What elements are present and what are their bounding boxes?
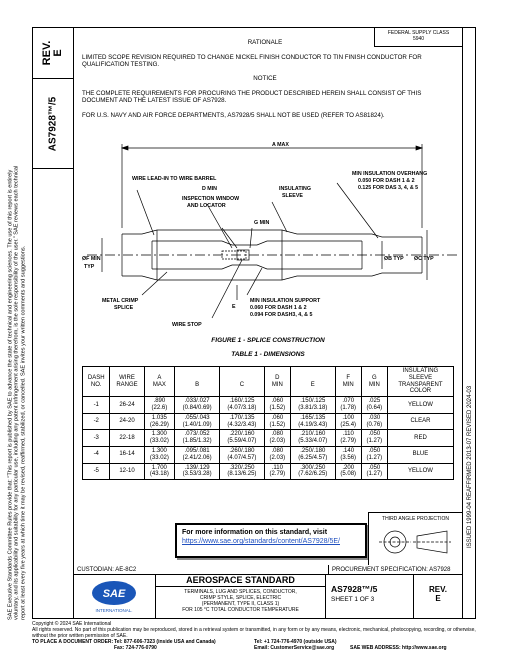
rationale-title: RATIONALE [247,39,283,46]
procurement-spec: PROCUREMENT SPECIFICATION: AS7928 [328,565,450,574]
desc-line-1: TERMINALS, LUG AND SPLICES, CONDUCTOR, [184,589,297,595]
cell-range: 22-18 [110,430,144,447]
fig-of-min: ØF MIN [82,256,101,262]
cell-color: YELLOW [387,397,453,414]
cell-b: .139/.129 (3.53/3.28) [175,463,220,480]
cell-b: .055/.043 (1.40/1.09) [175,413,220,430]
custodian-row [74,565,462,575]
notice-title: NOTICE [253,75,277,82]
more-info-text: For more information on this standard, visit [182,529,328,536]
cell-d: .110 (2.79) [264,463,290,480]
cell-g: .025 (0.64) [361,397,387,414]
fig-e: E [232,304,236,310]
cell-a: 1.300 (33.02) [144,430,175,447]
cell-c: .170/.135 (4.32/3.43) [220,413,265,430]
tel-outside: Tel: +1 724-776-4970 (outside USA) [254,639,337,645]
cell-color: BLUE [387,446,453,463]
splice-construction-figure [82,140,462,340]
cell-b: .033/.027 (0.84/0.69) [175,397,220,414]
desc-line-4: FOR 105 °C TOTAL CONDUCTOR TEMPERATURE [182,607,299,613]
cell-dash: -1 [83,397,110,414]
fig-oc-typ: ØC TYP [414,256,434,262]
cell-e: .300/.250 (7.62/6.25) [290,463,335,480]
fig-overhang-2: 0.050 FOR DASH 1 & 2 [358,178,415,184]
cell-dash: -2 [83,413,110,430]
cell-f: .200 (5.08) [335,463,361,480]
cell-f: .140 (3.56) [335,446,361,463]
title-doc-number: AS7928™/5 [331,584,378,594]
cell-e: .250/.180 (6.25/4.57) [290,446,335,463]
fig-wire-stop: WIRE STOP [172,322,202,328]
order-label: TO PLACE A DOCUMENT ORDER: [32,639,114,645]
fig-insulating: INSULATING [279,186,311,192]
projection-symbol-icon [369,522,461,562]
th-b: B [175,367,220,397]
cell-d: .080 (2.03) [264,446,290,463]
copyright: Copyright © 2024 SAE International [32,621,112,627]
federal-supply-class [374,27,462,47]
cell-g: .050 (1.27) [361,430,387,447]
fig-g-min: G MIN [254,220,270,226]
side-legal-note [4,160,30,620]
cell-g: .050 (1.27) [361,446,387,463]
table-row [83,446,454,463]
right-date-strip [462,27,476,619]
cell-dash: -4 [83,446,110,463]
cell-e: .150/.125 (3.81/3.18) [290,397,335,414]
rationale-text: LIMITED SCOPE REVISION REQUIRED TO CHANGE NICKEL FINISH CONDUCTOR TO TIN FINISH CONDUCTOR FOR QUALIFICATION TESTING. [82,54,422,69]
tel-inside: Tel: 877-606-7323 (inside USA and Canada) [114,639,216,645]
fig-and-locator: AND LOCATOR [187,203,226,209]
cell-f: .100 (25.4) [335,413,361,430]
th-color: INSULATING SLEEVE TRANSPARENT COLOR [387,367,453,397]
custodian: CUSTODIAN: AE-8C2 [77,567,137,573]
cell-range: 26-24 [110,397,144,414]
notice-text: THE COMPLETE REQUIREMENTS FOR PROCURING THE PRODUCT DESCRIBED HEREIN SHALL CONSIST OF THIS DOCUMENT AND THE LATEST ISSUE OF AS7928. [82,90,422,105]
cell-c: .220/.160 (5.59/4.07) [220,430,265,447]
rights-text: All rights reserved. No part of this publication may be reproduced, stored in a retrieval system or transmitted, in any form or by any means, electronic, mechanical, photocopying, recording, or otherwise, without the prior written permission of SAE. [32,627,476,639]
cell-d: .080 (2.03) [264,430,290,447]
fsc-value: 5940 [412,36,425,42]
fig-overhang-3: 0.125 FOR DAS 3, 4, & 5 [358,185,419,191]
cell-f: .110 (2.79) [335,430,361,447]
table-row [83,430,454,447]
cell-a: 1.035 (26.29) [144,413,175,430]
fig-typ: TYP [84,264,95,270]
cell-range: 12-10 [110,463,144,480]
rev-label: REV. [41,40,53,65]
fig-support-3: 0.094 FOR DASH3, 4, & 5 [250,312,313,318]
table-header-row [83,367,454,397]
navy-text: FOR U.S. NAVY AND AIR FORCE DEPARTMENTS, AS7928/5 SHALL NOT BE USED (REFER TO AS81824). [82,112,385,119]
fig-overhang-1: MIN INSULATION OVERHANG [352,171,428,177]
th-g: G MIN [361,367,387,397]
third-angle-label: THIRD ANGLE PROJECTION [382,516,449,522]
cell-range: 16-14 [110,446,144,463]
rev-top-left [32,27,74,79]
fig-wire-lead-in: WIRE LEAD-IN TO WIRE BARREL [132,176,217,182]
th-dash: DASH NO. [83,367,110,397]
sae-logo-icon [74,575,154,615]
cell-d: .060 (1.52) [264,413,290,430]
cell-c: .260/.180 (4.07/4.57) [220,446,265,463]
fig-ob-typ: ØB TYP [384,256,404,262]
aerospace-standard-title: AEROSPACE STANDARD [156,575,325,587]
rev-box [414,575,462,619]
fig-splice: SPLICE [114,305,134,311]
cell-e: .210/.160 (5.33/4.07) [290,430,335,447]
cell-dash: -3 [83,430,110,447]
sae-logo-text: SAE [102,588,126,600]
rev-box-value: E [435,594,441,603]
cell-color: CLEAR [387,413,453,430]
side-legal-text: SAE Executive Standards Committee Rules provide that: "This report is published by SAE to advance the state of technical and engineering sciences. The use of this report is entirely voluntary, and its applicability and suitability for any particular use, including any patent infringement arising therefrom, is the sole responsibility of the user." SAE reviews each technical report at least every five years at which time it may be revised, reaffirmed, stabilized, or cancelled. SAE invites your written comments and suggestions. [7,165,27,620]
desc-line-3: (PERMANENT, TYPE II, CLASS 1) [201,601,280,607]
table-row [83,397,454,414]
doc-number-left [32,79,74,169]
th-d: D MIN [264,367,290,397]
issue-dates: ISSUED 1999-04 REAFFIRMED 2013-07 REVISED 2024-03 [466,385,473,549]
cell-b: .073/.052 (1.85/1.32) [175,430,220,447]
cell-c: .320/.250 (8.13/6.25) [220,463,265,480]
th-range: WIRE RANGE [110,367,144,397]
cell-color: YELLOW [387,463,453,480]
rev-box-label: REV. [429,585,447,594]
rev-top-left-text [42,40,64,65]
cell-dash: -5 [83,463,110,480]
fsc-label: FEDERAL SUPPLY CLASS [387,30,450,36]
fig-inspection-window: INSPECTION WINDOW [182,196,240,202]
sae-logo-sub: INTERNATIONAL. [95,608,133,613]
sae-logo [74,575,156,619]
th-a: A MAX [144,367,175,397]
third-angle-projection [368,512,462,565]
email: Email: CustomerService@sae.org [254,645,335,651]
sheet-box [326,575,414,619]
fig-d-min: D MIN [202,186,218,192]
fig-support-2: 0.060 FOR DASH 1 & 2 [250,305,307,311]
cell-range: 24-20 [110,413,144,430]
web-address: SAE WEB ADDRESS: http://www.sae.org [350,645,447,651]
dimensions-table [82,366,454,480]
cell-a: 1.700 (43.18) [144,463,175,480]
table-title: TABLE 1 - DIMENSIONS [231,351,305,358]
fig-support-1: MIN INSULATION SUPPORT [250,298,321,304]
cell-d: .060 (1.52) [264,397,290,414]
cell-f: .070 (1.78) [335,397,361,414]
more-info-box [175,523,367,558]
doc-number-left-text: AS7928™/5 [47,96,59,151]
standard-link[interactable]: https://www.sae.org/standards/content/AS7928/5E/ [182,538,340,545]
cell-c: .160/.125 (4.07/3.18) [220,397,265,414]
cell-b: .095/.081 (2.41/2.06) [175,446,220,463]
cell-a: 1.300 (33.02) [144,446,175,463]
th-f: F MIN [335,367,361,397]
th-c: C [220,367,265,397]
rev-value: E [52,48,64,57]
figure-caption: FIGURE 1 - SPLICE CONSTRUCTION [211,337,325,344]
desc-line-2: CRIMP STYLE, SPLICE, ELECTRIC [199,595,282,601]
fax: Fax: 724-776-0790 [114,645,157,651]
table-row [83,413,454,430]
fig-sleeve: SLEEVE [282,193,303,199]
fig-metal-crimp: METAL CRIMP [102,298,139,304]
standard-title-box [156,575,326,619]
footer [32,621,476,651]
cell-e: .165/.135 (4.19/3.43) [290,413,335,430]
cell-color: RED [387,430,453,447]
th-e: E [290,367,335,397]
cell-g: .050 (1.27) [361,463,387,480]
sheet-number: SHEET 1 OF 3 [331,596,375,603]
fig-a-max: A MAX [272,142,289,148]
cell-g: .030 (0.76) [361,413,387,430]
cell-a: .890 (22.6) [144,397,175,414]
table-row [83,463,454,480]
